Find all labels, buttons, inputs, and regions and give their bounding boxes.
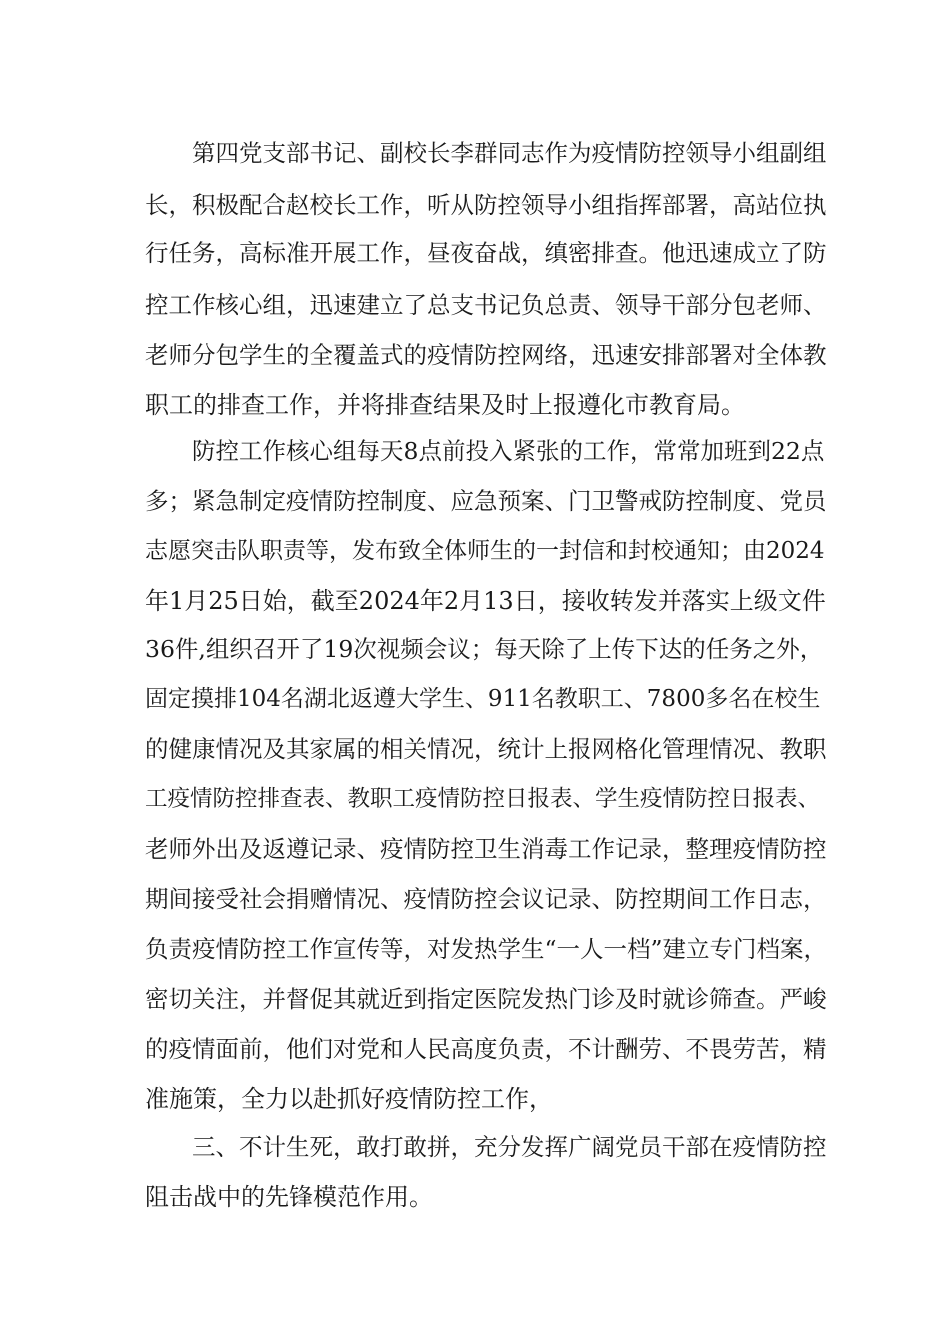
paragraph-2-line-9: 老师外出及返遵记录、疫情防控卫生消毒工作记录，整理疫情防控 — [145, 835, 827, 863]
paragraph-2-line-1: 防控工作核心组每天8点前投入紧张的工作，常常加班到22点 — [192, 437, 825, 465]
paragraph-1-line-5: 老师分包学生的全覆盖式的疫情防控网络，迅速安排部署对全体教 — [145, 341, 827, 369]
paragraph-1-line-2: 长，积极配合赵校长工作，听从防控领导小组指挥部署，高站位执 — [145, 191, 827, 219]
paragraph-2-line-6: 固定摸排104名湖北返遵大学生、911名教职工、7800多名在校生 — [145, 686, 821, 712]
paragraph-3-line-1: 三、不计生死，敢打敢拼，充分发挥广阔党员干部在疫情防控 — [192, 1133, 827, 1161]
paragraph-2-line-5: 36件,组织召开了19次视频会议；每天除了上传下达的任务之外， — [145, 635, 824, 663]
paragraph-3-line-2: 阻击战中的先锋模范作用。 — [145, 1183, 433, 1211]
paragraph-2-line-10: 期间接受社会捐赠情况、疫情防控会议记录、防控期间工作日志， — [145, 885, 827, 913]
paragraph-2-line-14: 准施策，全力以赴抓好疫情防控工作， — [145, 1085, 553, 1113]
paragraph-1-line-1: 第四党支部书记、副校长李群同志作为疫情防控领导小组副组 — [192, 139, 827, 167]
paragraph-1-line-4: 控工作核心组，迅速建立了总支书记负总责、领导干部分包老师、 — [145, 291, 827, 319]
paragraph-2-line-3: 志愿突击队职责等，发布致全体师生的一封信和封校通知；由2024 — [145, 538, 825, 564]
paragraph-2-line-8: 工疫情防控排查表、教职工疫情防控日报表、学生疫情防控日报表、 — [145, 786, 821, 812]
paragraph-2-line-11: 负责疫情防控工作宣传等，对发热学生“一人一档”建立专门档案， — [145, 935, 828, 963]
paragraph-2-line-4: 年1月25日始，截至2024年2月13日，接收转发并落实上级文件 — [145, 587, 826, 615]
paragraph-2-line-7: 的健康情况及其家属的相关情况，统计上报网格化管理情况、教职 — [145, 735, 827, 763]
paragraph-2-line-12: 密切关注，并督促其就近到指定医院发热门诊及时就诊筛查。严峻 — [145, 985, 827, 1013]
paragraph-1-line-3: 行任务，高标准开展工作，昼夜奋战，缜密排查。他迅速成立了防 — [145, 239, 827, 267]
paragraph-2-line-2: 多；紧急制定疫情防控制度、应急预案、门卫警戒防控制度、党员 — [145, 487, 827, 515]
paragraph-1-line-6: 职工的排查工作，并将排查结果及时上报遵化市教育局。 — [145, 391, 745, 419]
paragraph-2-line-13: 的疫情面前，他们对党和人民高度负责，不计酬劳、不畏劳苦，精 — [145, 1035, 827, 1063]
